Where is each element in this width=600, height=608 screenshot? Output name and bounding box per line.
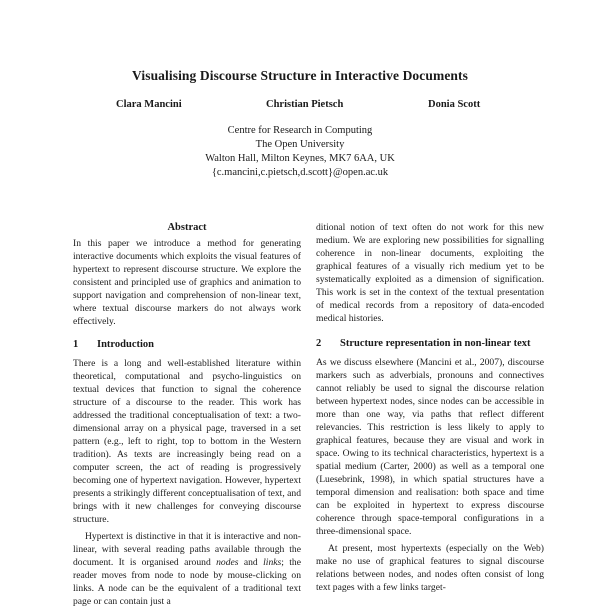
emphasis-links: links [263, 557, 282, 568]
section-title: Introduction [97, 339, 154, 350]
email-line: {c.mancini,c.pietsch,d.scott}@open.ac.uk [211, 167, 389, 178]
abstract-heading: Abstract [167, 222, 207, 233]
section-title: Structure representation in non-linear text [340, 338, 531, 349]
emphasis-nodes: nodes [216, 557, 239, 568]
paragraph: Hypertext is distinctive in that it is interactive and non-linear, with several reading paths available through the document. It is organised around nodes and links; the reader moves from node to node by mouse-clicking on links. A node can be the equivalent of a traditional text page or can contain just a [73, 531, 301, 607]
author-name: Donia Scott [428, 99, 481, 110]
section-heading [73, 338, 301, 351]
paragraph: At present, most hypertexts (especially on the Web) make no use of graphical features to signal discourse relations between nodes, and nodes often consist of long text pages with a few links target- [316, 543, 544, 593]
section-number: 2 [316, 338, 322, 349]
right-column [316, 221, 544, 594]
paper-title: Visualising Discourse Structure in Interactive Documents [132, 68, 468, 83]
affiliation-line: Walton Hall, Milton Keynes, MK7 6AA, UK [205, 153, 395, 164]
left-column [73, 221, 301, 608]
affiliation-line: The Open University [255, 139, 345, 150]
paragraph: There is a long and well-established literature within theoretical, computational and psycho-linguistics on textual devices that function to signal the coherence structure of a discourse to the reader. This work has addressed the traditional conceptualisation of text: a two-dimensional array on a physical page, traversed in a set pattern (e.g., left to right, top to bottom in the Western tradition). As texts are increasingly being read on a computer screen, the act of reading is progressively becoming one of hypertext navigation. However, hypertext presents a strikingly different conceptualisation of text, and brings with it new challenges for conveying discourse structure. [73, 358, 301, 525]
affiliation-line: Centre for Research in Computing [227, 125, 373, 136]
paragraph: ditional notion of text often do not work for this new medium. We are exploring new possibilities for signalling coherence in non-linear documents, exploiting the graphical features of a visually rich medium yet to be systematically exploited as a dimension of signification. This work is set in the context of the textual presentation of medical records from a repository of data-encoded medical histories. [316, 222, 544, 324]
section-number: 1 [73, 339, 79, 350]
paragraph: As we discuss elsewhere (Mancini et al., 2007), discourse markers such as adverbials, pronouns and connectives cannot reliably be used to signal the discourse relation between hypertext nodes, since nodes can be accessible in more than one way, via paths that reflect different relevancies. This restriction is less likely to apply to graphical features, because they are visual and work in space. Owing to its technical characteristics, hypertext is a spatial medium (Carter, 2000) as well as a temporal one (Luesebrink, 1998), in which spatial structures have a temporal dimension and realisation: both space and time can be exploited in hypertext to express discourse coherence through space-temporal configurations in a three-dimensional space. [316, 357, 544, 537]
abstract-text: In this paper we introduce a method for generating interactive documents which exploits the visual features of hypertext to represent discourse structure. We explore the consistent and principled use of graphics and animation to support navigation and comprehension of non-linear text, where textual discourse markers do not always work effectively. [73, 238, 301, 327]
section-heading [316, 337, 544, 350]
author-name: Clara Mancini [116, 99, 182, 110]
author-name: Christian Pietsch [266, 99, 344, 110]
